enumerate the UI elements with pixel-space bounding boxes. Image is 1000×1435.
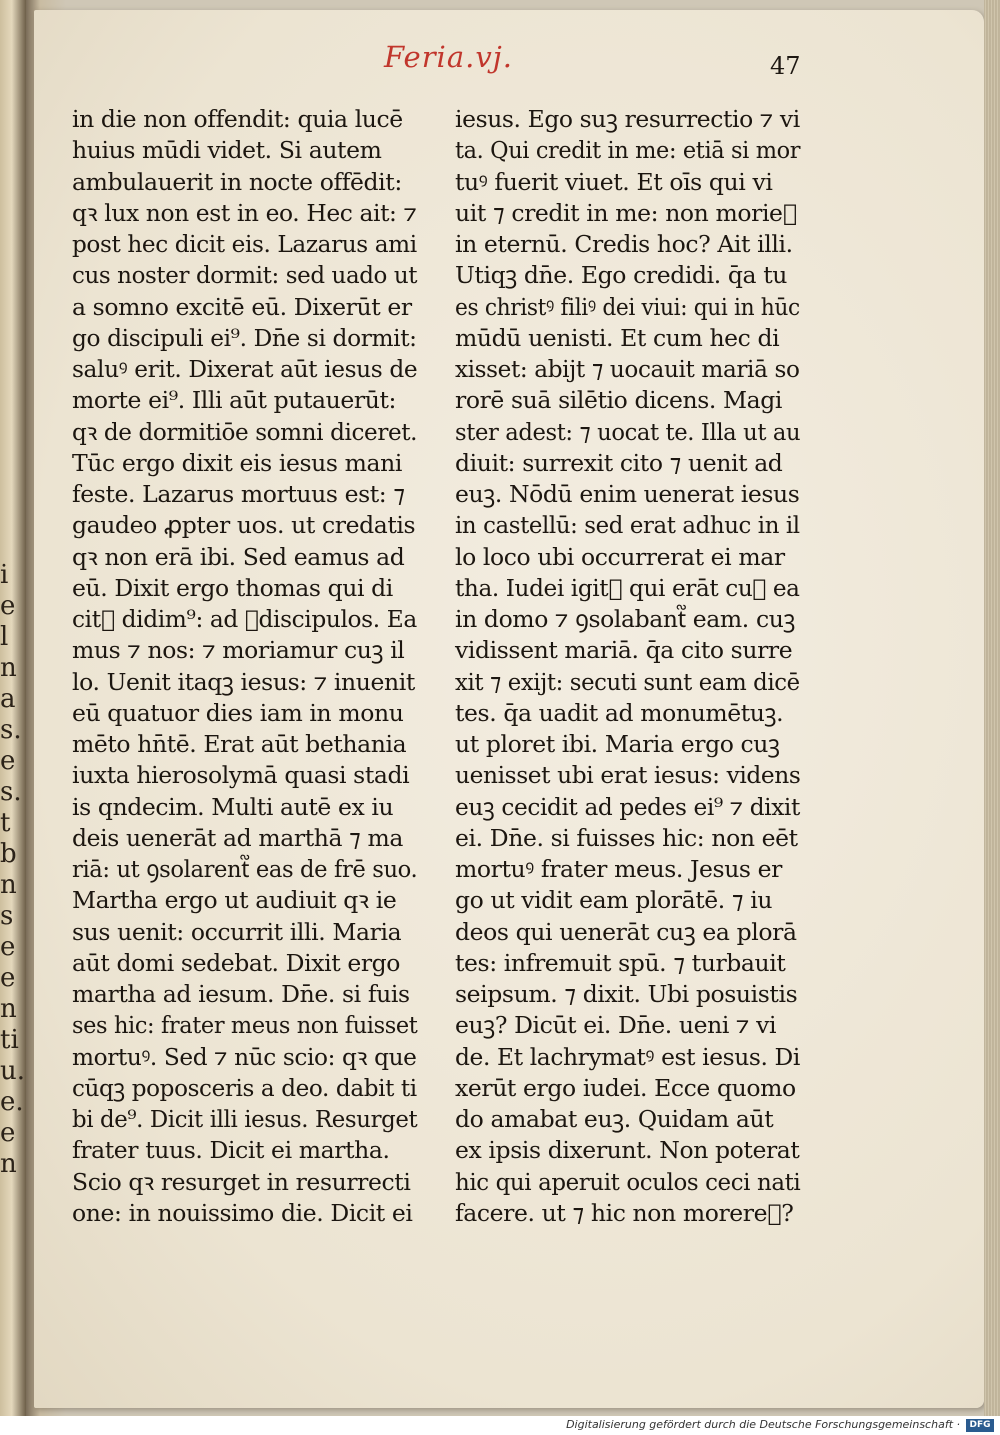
facing-page-letter: ti (0, 1025, 19, 1055)
right-line: ei. Dn̄e. si fuisses hic: non eēt (455, 823, 798, 852)
left-line: qꝛ de dormitiōe somni diceret. (72, 417, 418, 446)
left-line: one: in nouissimo die. Dicit ei (72, 1198, 413, 1227)
right-line: Utiqꝫ dn̄e. Ego credidi. q̄a tu (455, 261, 787, 290)
left-line: morte ei⁹. Illi aūt putauerūt: (72, 386, 397, 415)
right-line: diuit: surrexit cito ⁊ uenit ad (455, 448, 783, 477)
facing-page-letter: s (0, 901, 14, 931)
dfg-logo: DFG (966, 1419, 994, 1432)
right-line: ex ipsis dixerunt. Non poterat (455, 1136, 800, 1165)
left-line: Scio qꝛ resurget in resurrecti (72, 1167, 411, 1196)
left-line: ses hic: frater meus non fuisset (72, 1011, 418, 1040)
page-stack-edge (984, 0, 1000, 1416)
right-line: uit ⁊ credit in me: non morie᷑ (455, 198, 797, 227)
facing-page-letter: e. (0, 1087, 24, 1117)
facing-page-letter: e (0, 746, 16, 776)
left-line: sus uenit: occurrit illi. Maria (72, 917, 402, 946)
right-line: mūdū uenisti. Et cum hec di (455, 323, 780, 352)
left-line: martha ad iesum. Dn̄e. si fuis (72, 980, 410, 1008)
left-line: feste. Lazarus mortuus est: ⁊ (72, 480, 405, 508)
right-line: euꝫ cecidit ad pedes ei⁹ ⁊ dixit (455, 792, 800, 821)
right-line: euꝫ? Dicūt ei. Dn̄e. ueni ⁊ vi (455, 1011, 777, 1040)
left-line: cit᷑ didim⁹: ad ꝯdiscipulos. Ea (72, 605, 417, 633)
left-line: eū. Dixit ergo thomas qui di (72, 573, 393, 602)
facing-page-letter: a (0, 684, 16, 714)
left-line: bi de⁹. Dicit illi iesus. Resurget (72, 1105, 418, 1133)
facing-page-letter: e (0, 591, 16, 621)
left-text-column (72, 104, 417, 1229)
facing-page-letter: t (0, 808, 11, 838)
right-line: uenisset ubi erat iesus: videns (455, 761, 801, 790)
right-line: ster adest: ⁊ uocat te. Illa ut au (455, 417, 801, 446)
left-line: is qndecim. Multi autē ex iu (72, 792, 394, 821)
left-line: cus noster dormit: sed uado ut (72, 261, 418, 290)
right-line: in domo ⁊ ꝯsolabant᷑ eam. cuꝫ (455, 605, 796, 633)
right-line: vidissent mariā. q̄a cito surre (455, 636, 793, 665)
right-line: in castellū: sed erat adhuc in il (455, 511, 800, 540)
facing-page-letter: b (0, 839, 17, 869)
facing-page-letter: e (0, 932, 16, 962)
right-line: euꝫ. Nōdū enim uenerat iesus (455, 480, 800, 508)
left-line: eū quatuor dies iam in monu (72, 698, 404, 727)
right-line: tha. Iudei igit᷑ qui erāt cuꝫ ea (455, 573, 800, 602)
right-line: facere. ut ⁊ hic non morere᷑? (455, 1198, 794, 1227)
left-line: ambulauerit in nocte offēdit: (72, 167, 402, 196)
facing-page-letter: e (0, 963, 16, 993)
right-line: tes: infremuit spū. ⁊ turbauit (455, 948, 786, 977)
right-line: rorē suā silētio dicens. Magi (455, 386, 783, 415)
left-line: mus ⁊ nos: ⁊ moriamur cuꝫ il (72, 636, 405, 665)
right-text-column (455, 104, 800, 1229)
right-line: go ut vidit eam plorātē. ⁊ iu (455, 886, 773, 915)
facing-page-letter: i (0, 560, 9, 590)
right-line: seipsum. ⁊ dixit. Ubi posuistis (455, 980, 798, 1008)
left-line: aūt domi sedebat. Dixit ergo (72, 948, 401, 977)
right-line: ta. Qui credit in me: etiā si mor (455, 136, 801, 165)
right-line: lo loco ubi occurrerat ei mar (455, 542, 785, 571)
facing-page-edge (0, 0, 26, 1416)
facing-page-letter: s. (0, 777, 22, 807)
facing-page-letter: u. (0, 1056, 26, 1086)
left-line: huius mūdi videt. Si autem (72, 136, 382, 165)
left-line: qꝛ lux non est in eo. Hec ait: ⁊ (72, 198, 417, 227)
right-line: tuꝰ fuerit viuet. Et oīs qui vi (455, 167, 773, 196)
folio-number: 47 (770, 52, 801, 80)
left-line: lo. Uenit itaqꝫ iesus: ⁊ inuenit (72, 667, 415, 696)
right-line: de. Et lachrymatꝰ est iesus. Di (455, 1042, 800, 1071)
facing-page-letter: l (0, 622, 9, 652)
left-line: gaudeo ꝓpter uos. ut credatis (72, 511, 416, 540)
right-line: hic qui aperuit oculos ceci nati (455, 1167, 801, 1196)
left-line: cūqꝫ poposceris a deo. dabit ti (72, 1073, 417, 1102)
left-line: riā: ut ꝯsolarent᷑ eas de frē suo. (72, 855, 418, 883)
left-line: iuxta hierosolymā quasi stadi (72, 761, 410, 790)
right-line: xisset: abijt ⁊ uocauit mariā so (455, 355, 800, 383)
left-line: frater tuus. Dicit ei martha. (72, 1136, 390, 1165)
left-line: deis uenerāt ad marthā ⁊ ma (72, 823, 403, 852)
right-line: xerūt ergo iudei. Ecce quomo (455, 1073, 796, 1102)
footer-credit-bar (0, 1416, 1000, 1435)
right-line: mortuꝰ frater meus. Jesus er (455, 855, 783, 883)
left-line: Martha ergo ut audiuit qꝛ ie (72, 886, 397, 915)
left-line: in die non offendit: quia lucē (72, 105, 403, 133)
funding-credit: Digitalisierung gefördert durch die Deutsche Forschungsgemeinschaft · (566, 1418, 960, 1431)
facing-page-letters (0, 560, 26, 1180)
facing-page-letter: n (0, 994, 17, 1024)
left-line: Tūc ergo dixit eis iesus mani (72, 448, 402, 477)
right-line: deos qui uenerāt cuꝫ ea plorā (455, 917, 797, 946)
right-line: xit ⁊ exijt: secuti sunt eam dicē (455, 667, 800, 696)
left-line: post hec dicit eis. Lazarus ami (72, 230, 417, 258)
left-line: mortuꝰ. Sed ⁊ nūc scio: qꝛ que (72, 1042, 417, 1071)
running-head: Feria.vj. (384, 40, 513, 74)
left-line: mēto hn̄tē. Erat aūt bethania (72, 730, 407, 758)
right-line: tes. q̄a uadit ad monumētuꝫ. (455, 698, 784, 727)
right-line: do amabat euꝫ. Quidam aūt (455, 1105, 774, 1133)
left-line: saluꝰ erit. Dixerat aūt iesus de (72, 355, 418, 383)
left-line: go discipuli ei⁹. Dn̄e si dormit: (72, 323, 417, 352)
facing-page-letter: e (0, 1118, 16, 1148)
facing-page-letter: n (0, 1149, 17, 1179)
facing-page-letter: s. (0, 715, 22, 745)
right-line: ut ploret ibi. Maria ergo cuꝫ (455, 730, 780, 758)
right-line: in eternū. Credis hoc? Ait illi. (455, 230, 793, 258)
right-line: iesus. Ego suꝫ resurrectio ⁊ vi (455, 105, 800, 133)
facing-page-letter: n (0, 653, 17, 683)
left-line: a somno excitē eū. Dixerūt er (72, 292, 412, 321)
right-line: es christꝰ filiꝰ dei viui: qui in hūc (455, 292, 800, 321)
left-line: qꝛ non erā ibi. Sed eamus ad (72, 542, 405, 571)
facing-page-letter: n (0, 870, 17, 900)
